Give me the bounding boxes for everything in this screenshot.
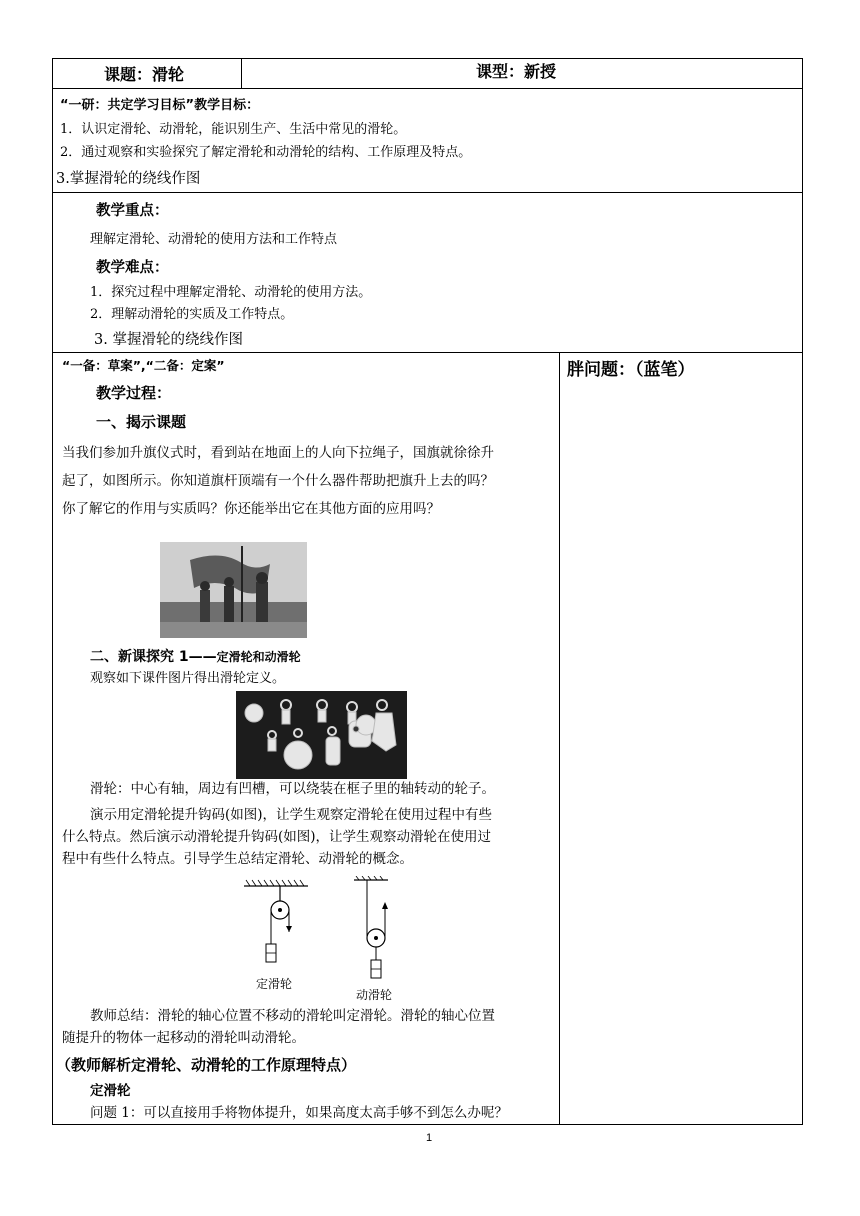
intro-line: 当我们参加升旗仪式时，看到站在地面上的人向下拉绳子，国旗就徐徐升 [62,445,494,461]
difficulty-item: 2．理解动滑轮的实质及工作特点。 [90,307,294,322]
summary-line: 教师总结：滑轮的轴心位置不移动的滑轮叫定滑轮。滑轮的轴心位置 [90,1008,495,1024]
key-points-text: 理解定滑轮、动滑轮的使用方法和工作特点 [90,232,338,247]
section2-heading [90,648,301,666]
table-top-border [52,58,803,59]
demo-line: 什么特点。然后演示动滑轮提升钩码(如图)，让学生观察动滑轮在使用过 [62,829,492,845]
row-divider-2 [52,192,803,193]
flag-raising-photo [160,542,307,638]
analysis-heading: （教师解析定滑轮、动滑轮的工作原理特点） [56,1056,357,1074]
page-number: 1 [426,1132,433,1144]
row-divider-1 [52,88,803,89]
goal-item: 3.掌握滑轮的绕线作图 [56,171,201,187]
table-bottom-border [52,1124,803,1125]
section2-heading-sub: 定滑轮和动滑轮 [216,650,301,664]
table-left-border [52,58,53,1125]
prep-heading: “一备：草案”,“二备：定案” [62,358,225,373]
pulleys-photo [236,691,407,779]
key-points-heading: 教学重点： [96,203,169,219]
topic-label: 课题：滑轮 [104,65,185,84]
fixed-pulley-heading: 定滑轮 [90,1083,131,1099]
summary-line: 随提升的物体一起移动的滑轮叫动滑轮。 [62,1030,305,1046]
difficulty-item: 1．探究过程中理解定滑轮、动滑轮的使用方法。 [90,285,372,300]
observe-text: 观察如下课件图片得出滑轮定义。 [90,671,286,686]
section1-heading: 一、揭示课题 [96,413,187,431]
question-1: 问题 1：可以直接用手将物体提升，如果高度太高手够不到怎么办呢？ [90,1105,508,1121]
intro-line: 你了解它的作用与实质吗？你还能举出它在其他方面的应用吗？ [62,501,440,517]
pulley-definition: 滑轮：中心有轴，周边有凹槽，可以绕装在框子里的轴转动的轮子。 [90,781,495,797]
section2-heading-main: 二、新课探究 1—— [90,649,217,665]
side-column-divider [559,352,560,1125]
demo-line: 演示用定滑轮提升钩码(如图)，让学生观察定滑轮在使用过程中有些 [90,807,493,823]
table-right-border [802,58,803,1125]
row-divider-3 [52,352,803,353]
lesson-type-label: 课型：新授 [476,62,557,81]
fixed-pulley-caption: 定滑轮 [256,977,293,991]
goal-item: 1．认识定滑轮、动滑轮，能识别生产、生活中常见的滑轮。 [60,122,407,137]
goal-item: 2．通过观察和实验探究了解定滑轮和动滑轮的结构、工作原理及特点。 [60,145,472,160]
difficulty-heading: 教学难点： [96,260,169,276]
header-divider [241,58,242,88]
process-heading: 教学过程： [96,384,172,402]
demo-line: 程中有些什么特点。引导学生总结定滑轮、动滑轮的概念。 [62,851,413,867]
side-column-heading: 胖问题：（蓝笔） [567,360,695,380]
goals-heading: “一研：共定学习目标”教学目标： [60,98,260,113]
difficulty-item: 3. 掌握滑轮的绕线作图 [94,332,243,348]
intro-line: 起了，如图所示。你知道旗杆顶端有一个什么器件帮助把旗升上去的吗？ [62,473,494,489]
movable-pulley-caption: 动滑轮 [356,988,393,1002]
